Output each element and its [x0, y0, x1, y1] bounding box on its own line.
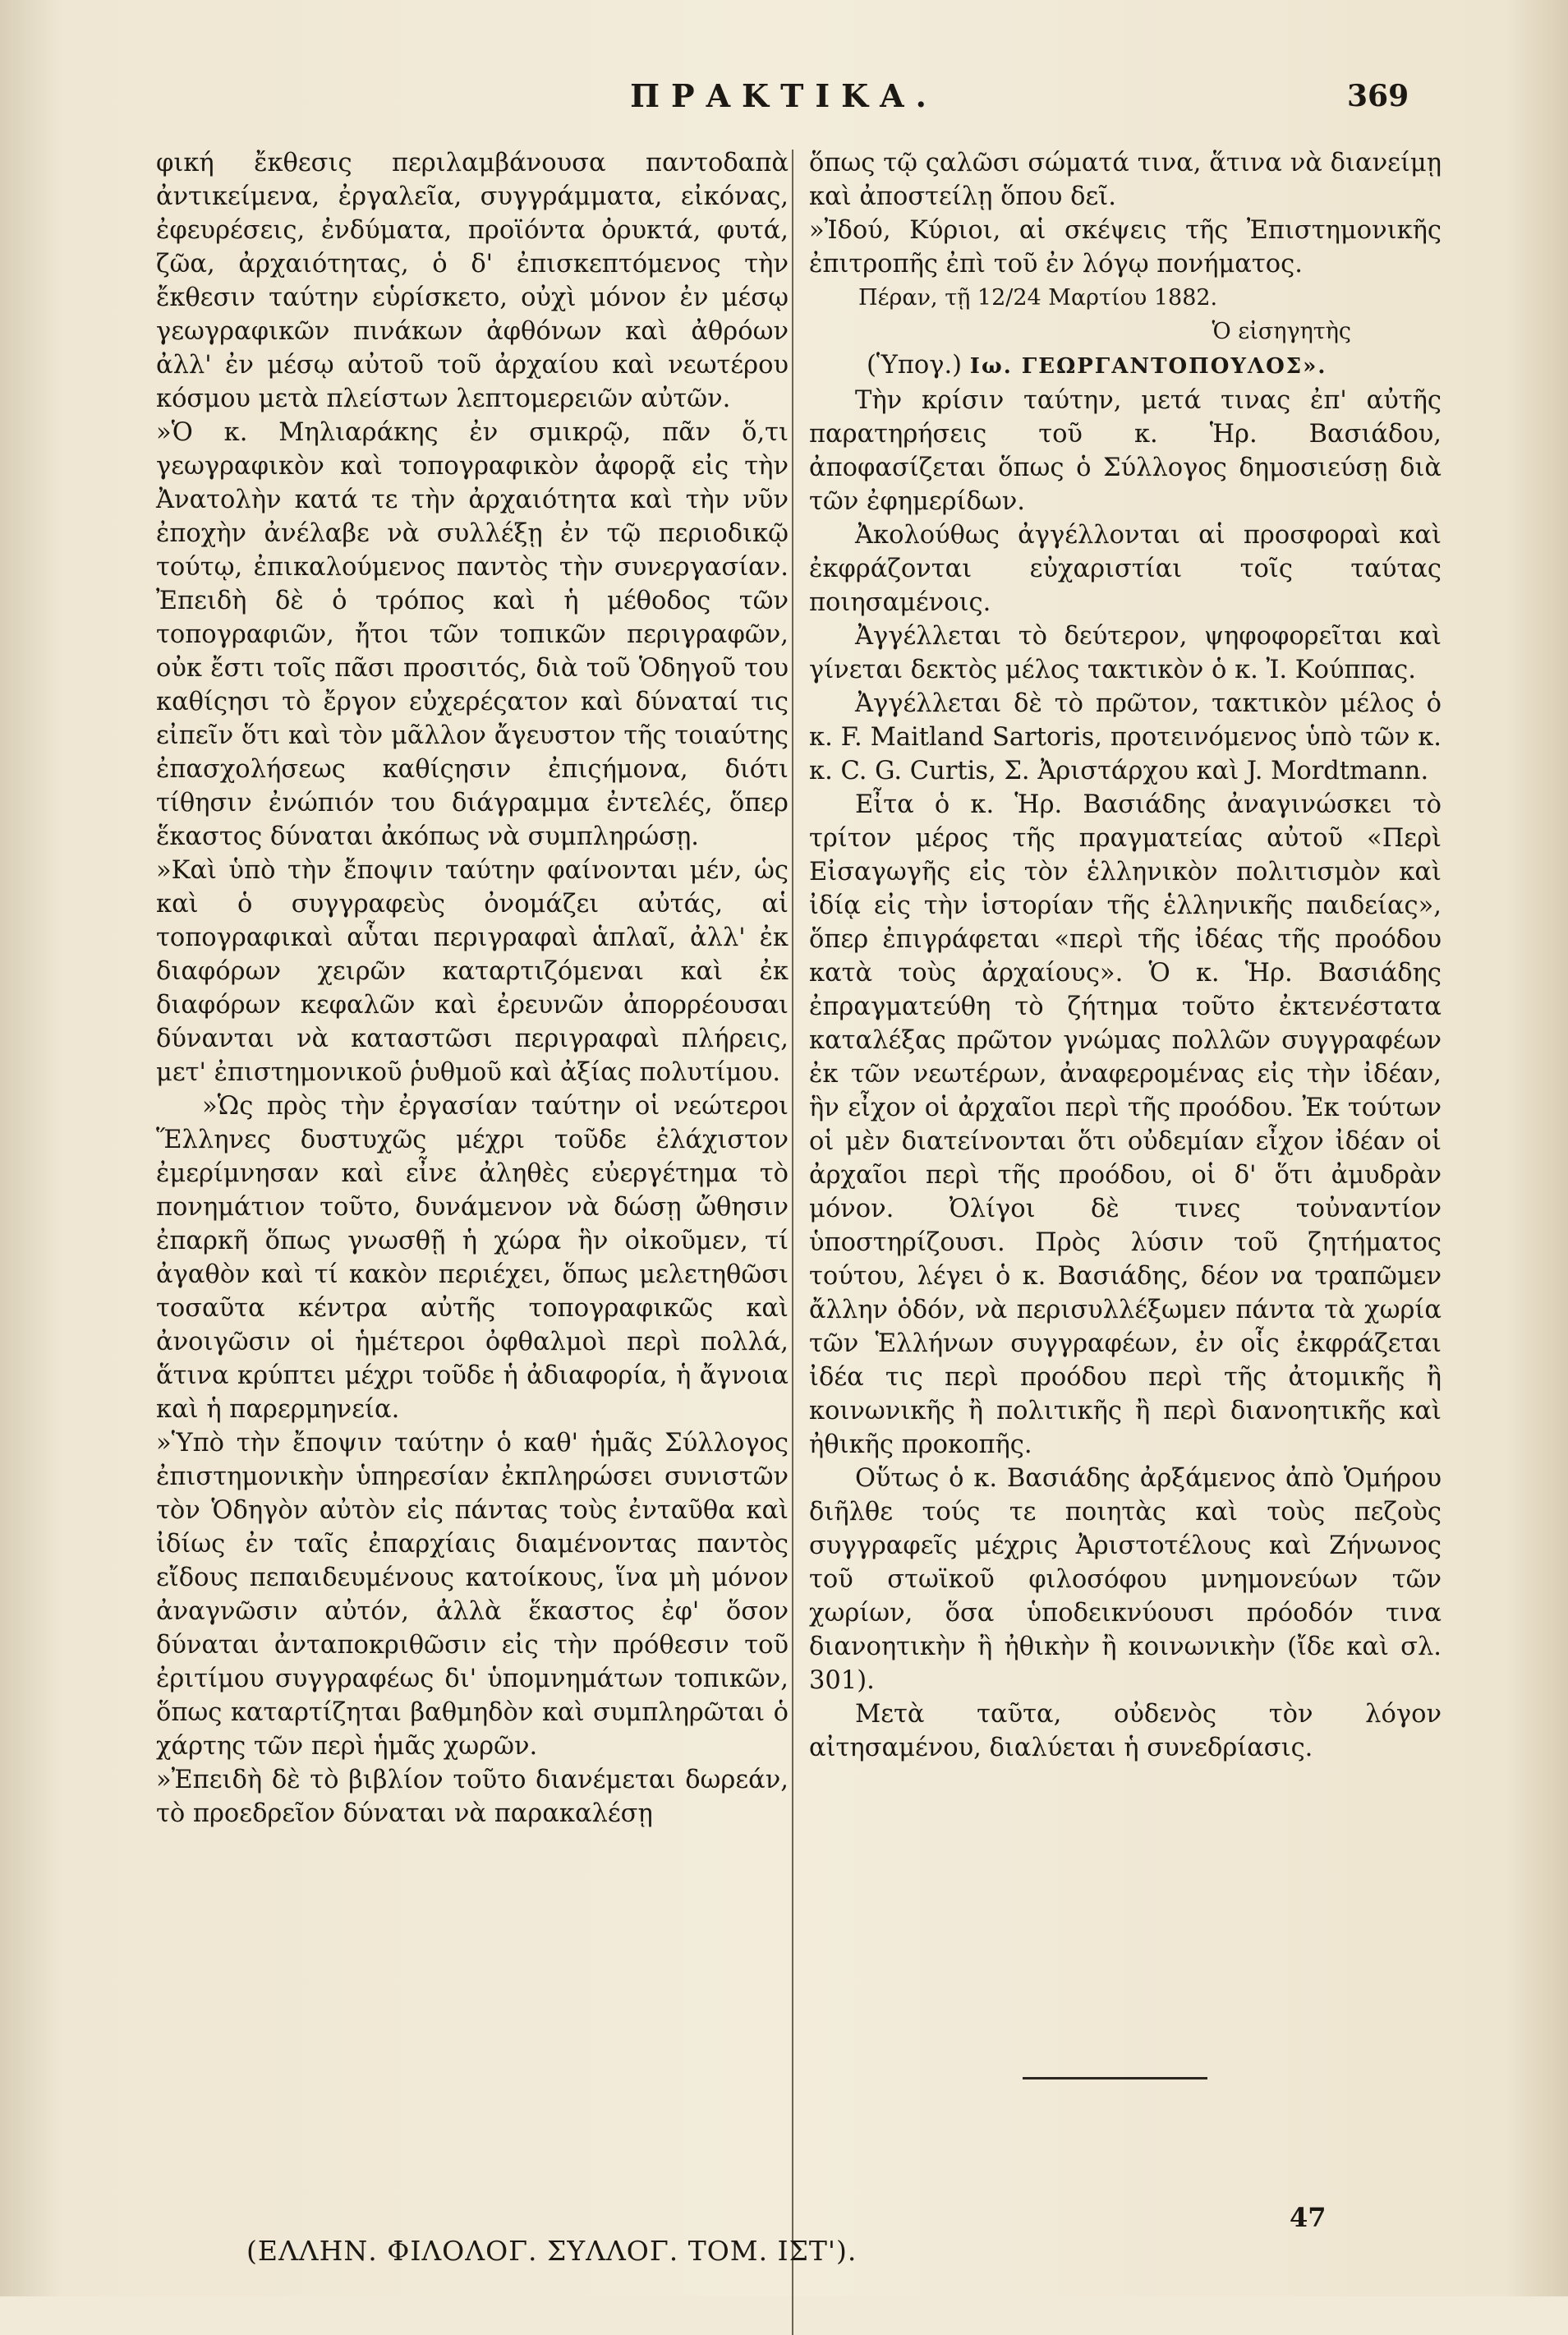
paragraph: Ἀκολούθως ἀγγέλλονται αἱ προσφοραὶ καὶ ἐκφράζονται εὐχαριστίαι τοῖς ταύτας ποιησαμένοις. [809, 521, 1442, 617]
paragraph: ὅπως τῷ ςαλῶσι σώματά τινα, ἅτινα νὰ διανείμῃ καὶ ἀποστείλῃ ὅπου δεῖ. [809, 149, 1442, 211]
paragraph: Οὕτως ὁ κ. Βασιάδης ἀρξάμενος ἀπὸ Ὁμήρου διῆλθε τούς τε ποιητὰς καὶ τοὺς πεζοὺς συγγραφεῖς μέχρις Ἀριστοτέλους καὶ Ζήνωνος τοῦ στωϊκοῦ φιλοσόφου μνημονεύων τῶν χωρίων, ὅσα ὑποδεικνύουσι πρόοδόν τινα διανοητικὴν ἢ ἠθικὴν ἢ κοινωνικὴν (ἴδε καὶ σλ. 301). [809, 1464, 1442, 1695]
paragraph: Τὴν κρίσιν ταύτην, μετά τινας ἐπ' αὐτῆς παρατηρήσεις τοῦ κ. Ἡρ. Βασιάδου, ἀποφασίζεται ὅπως ὁ Σύλλογος δημοσιεύσῃ διὰ τῶν ἐφημερίδων. [809, 386, 1442, 516]
place-date: Πέραν, τῇ 12/24 Μαρτίου 1882. [858, 285, 1218, 311]
paragraph: »Ἰδού, Κύριοι, αἱ σκέψεις τῆς Ἐπιστημονικῆς ἐπιτροπῆς ἐπὶ τοῦ ἐν λόγῳ πονήματος. [809, 216, 1442, 279]
column-divider [792, 150, 793, 2335]
paragraph: »Ὑπὸ τὴν ἔποψιν ταύτην ὁ καθ' ἡμᾶς Σύλλογος ἐπιστημονικὴν ὑπηρεσίαν ἐκπληρώσει συνιστῶν τὸν Ὁδηγὸν αὐτὸν εἰς πάντας τοὺς ἐνταῦθα καὶ ἰδίως ἐν ταῖς ἐπαρχίαις διαμένοντας παντὸς εἴδους πεπαιδευμένους κατοίκους, ἵνα μὴ μόνον ἀναγνῶσιν αὐτόν, ἀλλὰ ἕκαστος ἐφ' ὅσον δύναται ἀνταποκριθῶσιν εἰς τὴν πρόθεσιν τοῦ ἐριτίμου συγγραφέως δι' ὑπομνημάτων τοπικῶν, ὅπως καταρτίζηται βαθμηδὸν καὶ συμπληρῶται ὁ χάρτης τῶν περὶ ἡμᾶς χωρῶν. [156, 1429, 789, 1761]
journal-footer: (ΕΛΛΗΝ. ΦΙΛΟΛΟΓ. ΣΥΛΛΟΓ. ΤΟΜ. ΙΣΤ'). [246, 2235, 858, 2267]
paragraph: »Ὡς πρὸς τὴν ἐργασίαν ταύτην οἱ νεώτεροι Ἕλληνες δυστυχῶς μέχρι τοῦδε ἐλάχιστον ἐμερίμνησαν καὶ εἶνε ἀληθὲς εὐεργέτημα τὸ πονημάτιον τοῦτο, δυνάμενον νὰ δώσῃ ὤθησιν ἐπαρκῆ ὅπως γνωσθῇ ἡ χώρα ἣν οἰκοῦμεν, τί ἀγαθὸν καὶ τί κακὸν περιέχει, ὅπως μελετηθῶσι τοσαῦτα κέντρα αὐτῆς τοπογραφικῶς καὶ ἀνοιγῶσιν οἱ ἡμέτεροι ὀφθαλμοὶ περὶ πολλά, ἅτινα κρύπτει μέχρι τοῦδε ἡ ἀδιαφορία, ἡ ἄγνοια καὶ ἡ παρερμηνεία. [156, 1092, 789, 1424]
paragraph: »Καὶ ὑπὸ τὴν ἔποψιν ταύτην φαίνονται μέν, ὡς καὶ ὁ συγγραφεὺς ὀνομάζει αὐτάς, αἱ τοπογραφικαὶ αὗται περιγραφαὶ ἁπλαῖ, ἀλλ' ἐκ διαφόρων χειρῶν καταρτιζόμεναι καὶ ἐκ διαφόρων κεφαλῶν καὶ ἐρευνῶν ἀπορρέουσαι δύνανται νὰ καταστῶσι περιγραφαὶ πλήρεις, μετ' ἐπιστημονικοῦ ῥυθμοῦ καὶ ἀξίας πολυτίμου. [156, 856, 789, 1087]
signature-prefix: (Ὑπογ.) [867, 351, 963, 380]
running-header: ΠΡΑΚΤΙΚΑ. [630, 77, 938, 114]
paragraph: Εἶτα ὁ κ. Ἡρ. Βασιάδης ἀναγινώσκει τὸ τρίτον μέρος τῆς πραγματείας αὐτοῦ «Περὶ Εἰσαγωγῆς εἰς τὸν ἑλληνικὸν πολιτισμὸν καὶ ἰδίᾳ εἰς τὴν ἱστορίαν τῆς ἑλληνικῆς παιδείας», ὅπερ ἐπιγράφεται «περὶ τῆς ἰδέας τῆς προόδου κατὰ τοὺς ἀρχαίους». Ὁ κ. Ἡρ. Βασιάδης ἐπραγματεύθη τὸ ζήτημα τοῦτο ἐκτενέστατα καταλέξας πρῶτον γνώμας πολλῶν συγγραφέων ἐκ τῶν νεωτέρων, ἀναφερομένας εἰς τὴν ἰδέαν, ἣν εἶχον οἱ ἀρχαῖοι περὶ τῆς προόδου. Ἐκ τούτων οἱ μὲν διατείνονται ὅτι οὐδεμίαν εἶχον ἰδέαν οἱ ἀρχαῖοι περὶ τῆς προόδου, οἱ δ' ὅτι ἀμυδρὰν μόνον. Ὀλίγοι δὲ τινες τοὐναντίον ὑποστηρίζουσι. Πρὸς λύσιν τοῦ ζητήματος τούτου, λέγει ὁ κ. Βασιάδης, δέον να τραπῶμεν ἄλλην ὁδόν, νὰ περισυλλέξωμεν πάντα τὰ χωρία τῶν Ἑλλήνων συγγραφέων, ἐν οἷς ἐκφράζεται ἰδέα τις περὶ προόδου περὶ τῆς ἀτομικῆς ἢ κοινωνικῆς ἢ πολιτικῆς ἢ περὶ διανοητικῆς καὶ ἠθικῆς προκοπῆς. [809, 790, 1442, 1459]
paragraph: Μετὰ ταῦτα, οὐδενὸς τὸν λόγον αἰτησαμένου, διαλύεται ἡ συνεδρίασις. [809, 1700, 1442, 1762]
paragraph: φική ἔκθεσις περιλαμβάνουσα παντοδαπὰ ἀντικείμενα, ἐργαλεῖα, συγγράμματα, εἰκόνας, ἐφευρέσεις, ἐνδύματα, προϊόντα ὀρυκτά, φυτά, ζῶα, ἀρχαιότητας, ὁ δ' ἐπισκεπτόμενος τὴν ἔκθεσιν ταύτην εὑρίσκετο, οὐχὶ μόνον ἐν μέσῳ γεωγραφικῶν πινάκων ἀφθόνων καὶ ἀθρόων ἀλλ' ἐν μέσῳ αὐτοῦ τοῦ ἀρχαίου καὶ νεωτέρου κόσμου μετὰ πλείστων λεπτομερειῶν αὐτῶν. [156, 149, 789, 413]
gathering-signature: 47 [1290, 2202, 1327, 2233]
signature-line [809, 348, 1442, 384]
rapporteur-role: Ὁ εἰσηγητὴς [1212, 319, 1351, 344]
left-column [156, 146, 789, 1831]
paragraph: Ἀγγέλλεται δὲ τὸ πρῶτον, τακτικὸν μέλος ὁ κ. F. Maitland Sartoris, προτεινόμενος ὑπὸ τῶν κ. κ. C. G. Curtis, Σ. Ἀριστάρχου καὶ J. Mordtmann. [809, 689, 1442, 785]
paragraph: Ἀγγέλλεται τὸ δεύτερον, ψηφοφορεῖται καὶ γίνεται δεκτὸς μέλος τακτικὸν ὁ κ. Ἰ. Κούππας. [809, 622, 1442, 684]
signature-name: Ιω. ΓΕΩΡΓΑΝΤΟΠΟΥΛΟΣ». [969, 354, 1327, 379]
end-rule [1023, 2077, 1207, 2079]
paragraph: »Ὁ κ. Μηλιαράκης ἐν σμικρῷ, πᾶν ὅ,τι γεωγραφικὸν καὶ τοπογραφικὸν ἀφορᾷ εἰς τὴν Ἀνατολὴν κατά τε τὴν ἀρχαιότητα καὶ τὴν νῦν ἐποχὴν ἀνέλαβε νὰ συλλέξῃ ἐν τῷ περιοδικῷ τούτῳ, ἐπικαλούμενος παντὸς τὴν συνεργασίαν. Ἐπειδὴ δὲ ὁ τρόπος καὶ ἡ μέθοδος τῶν τοπογραφιῶν, ἤτοι τῶν τοπικῶν περιγραφῶν, οὐκ ἔστι τοῖς πᾶσι προσιτός, διὰ τοῦ Ὁδηγοῦ του καθίςησι τὸ ἔργον εὐχερέςατον καὶ δύναταί τις εἰπεῖν ὅτι καὶ τὸν μᾶλλον ἄγευστον τῆς τοιαύτης ἐπασχολήσεως καθίςησιν ἐπιςήμονα, διότι τίθησιν ἐνώπιόν του διάγραμμα ἐντελές, ὅπερ ἕκαστος δύναται ἀκόπως νὰ συμπληρώσῃ. [156, 418, 789, 851]
paragraph: »Ἐπειδὴ δὲ τὸ βιβλίον τοῦτο διανέμεται δωρεάν, τὸ προεδρεῖον δύναται νὰ παρακαλέσῃ [156, 1766, 789, 1828]
page-number: 369 [1347, 79, 1409, 113]
right-column [809, 146, 1442, 1765]
